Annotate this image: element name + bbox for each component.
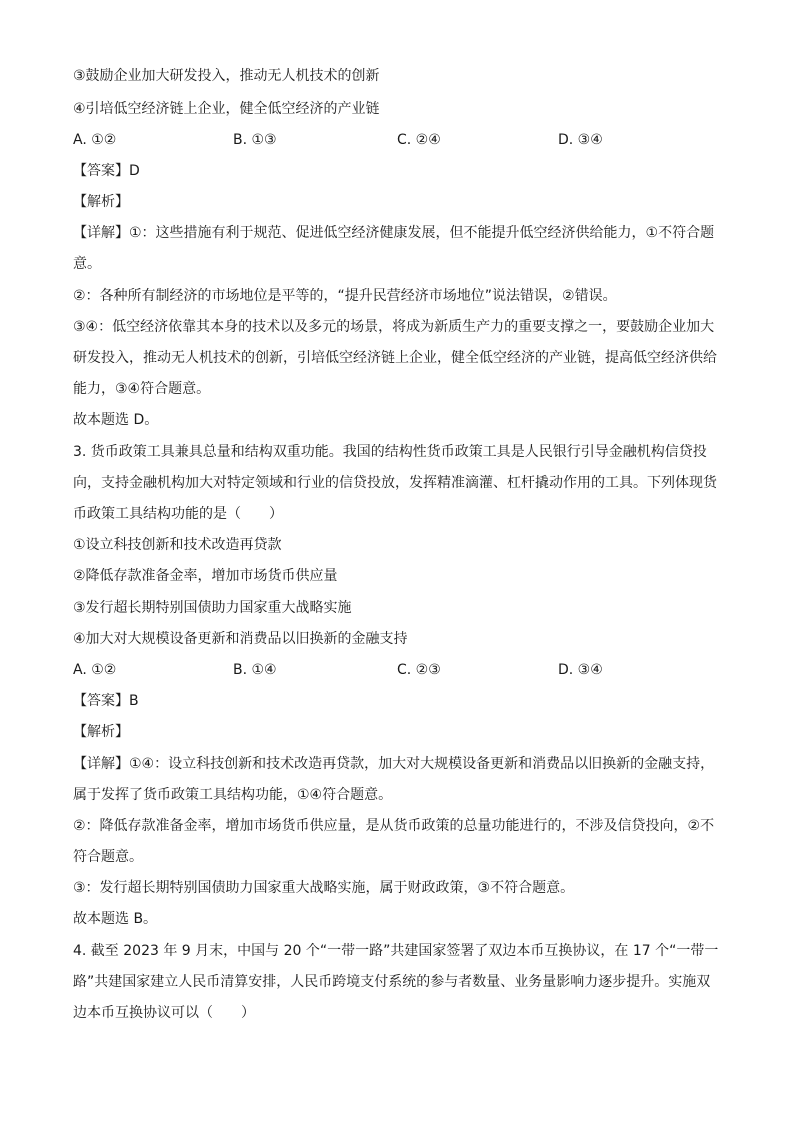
detail-line: 【详解】①：这些措施有利于规范、促进低空经济健康发展，但不能提升低空经济供给能力，①不符合题 (73, 225, 715, 241)
option-c: C. ②④ (397, 132, 441, 148)
question-stem: 4. 截至 2023 年 9 月末，中国与 20 个“一带一路”共建国家签署了双边本币互换协议，在 17 个“一带一 (73, 943, 719, 959)
question-stem: 3. 货币政策工具兼具总量和结构双重功能。我国的结构性货币政策工具是人民银行引导金融机构信贷投 (73, 444, 707, 460)
option-c: C. ②③ (397, 662, 441, 678)
option-b: B. ①③ (233, 132, 277, 148)
option-d: D. ③④ (558, 132, 603, 148)
option-d: D. ③④ (558, 662, 603, 678)
option-item-3: ③鼓励企业加大研发投入，推动无人机技术的创新 (73, 68, 380, 84)
option-a: A. ①② (73, 132, 117, 148)
option-a: A. ①② (73, 662, 117, 678)
question-stem: 路”共建国家建立人民币清算安排，人民币跨境支付系统的参与者数量、业务量影响力逐步提升。实施双 (73, 974, 711, 990)
detail-line: 符合题意。 (73, 849, 143, 865)
answer-options (73, 131, 733, 149)
option-item-2: ②降低存款准备金率，增加市场货币供应量 (73, 568, 338, 584)
detail-line: 意。 (73, 256, 101, 272)
option-b: B. ①④ (233, 662, 277, 678)
conclusion-line: 故本题选 D。 (73, 412, 159, 428)
analysis-label: 【解析】 (73, 724, 129, 740)
option-item-4: ④加大对大规模设备更新和消费品以旧换新的金融支持 (73, 631, 408, 647)
detail-line: ②：降低存款准备金率，增加市场货币供应量，是从货币政策的总量功能进行的，不涉及信贷投向，②不 (73, 818, 715, 834)
answer-line: 【答案】B (73, 693, 139, 709)
detail-line: ②：各种所有制经济的市场地位是平等的，“提升民营经济市场地位”说法错误，②错误。 (73, 288, 617, 304)
answer-line: 【答案】D (73, 163, 140, 179)
question-stem: 币政策工具结构功能的是（ ） (73, 506, 283, 522)
answer-options (73, 661, 733, 679)
question-stem: 边本币互换协议可以（ ） (73, 1005, 255, 1021)
option-item-4: ④引培低空经济链上企业，健全低空经济的产业链 (73, 101, 380, 117)
detail-line: 属于发挥了货币政策工具结构功能，①④符合题意。 (73, 787, 393, 803)
detail-line: 【详解】①④：设立科技创新和技术改造再贷款，加大对大规模设备更新和消费品以旧换新的金融支持， (73, 756, 715, 772)
question-stem: 向，支持金融机构加大对特定领域和行业的信贷投放，发挥精准滴灌、杠杆撬动作用的工具。下列体现货 (73, 475, 717, 491)
option-item-3: ③发行超长期特别国债助力国家重大战略实施 (73, 600, 352, 616)
option-item-1: ①设立科技创新和技术改造再贷款 (73, 537, 282, 553)
detail-line: ③④：低空经济依靠其本身的技术以及多元的场景，将成为新质生产力的重要支撑之一，要鼓励企业加大 (73, 319, 715, 335)
analysis-label: 【解析】 (73, 194, 129, 210)
detail-line: ③：发行超长期特别国债助力国家重大战略实施，属于财政政策，③不符合题意。 (73, 880, 575, 896)
detail-line: 能力，③④符合题意。 (73, 381, 211, 397)
detail-line: 研发投入，推动无人机技术的创新，引培低空经济链上企业，健全低空经济的产业链，提高低空经济供给 (73, 350, 717, 366)
conclusion-line: 故本题选 B。 (73, 911, 158, 927)
